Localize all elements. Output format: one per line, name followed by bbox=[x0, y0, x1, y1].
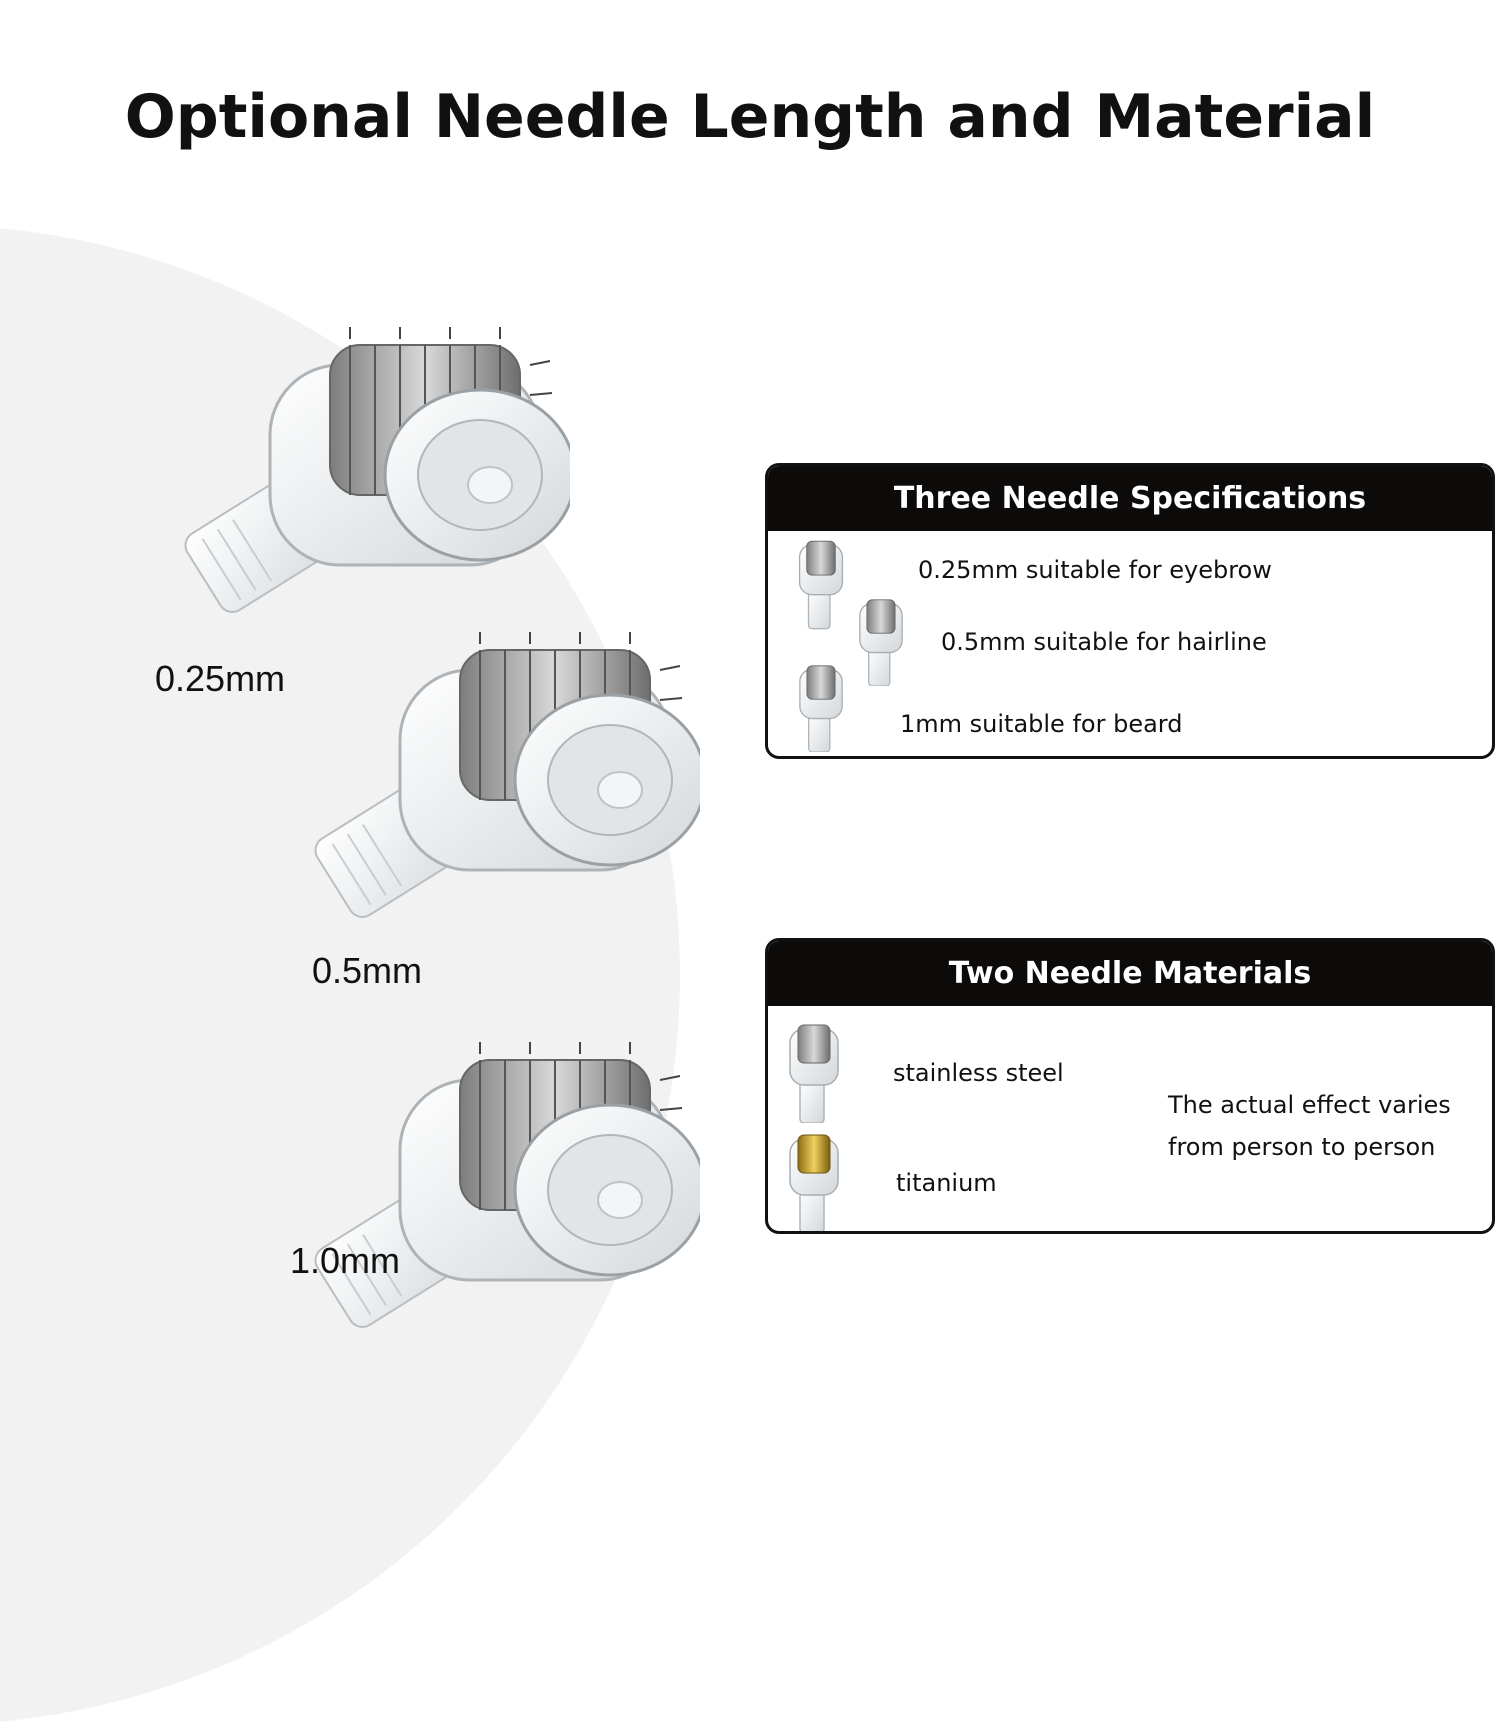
materials-panel-heading: Two Needle Materials bbox=[768, 941, 1492, 1006]
steel-roller-icon bbox=[786, 1023, 842, 1123]
material-item-steel: stainless steel bbox=[893, 1059, 1064, 1087]
size-label-0-25mm: 0.25mm bbox=[155, 658, 286, 699]
page-title: Optional Needle Length and Material bbox=[124, 82, 1376, 152]
size-label-1-0mm: 1.0mm bbox=[290, 1240, 401, 1281]
mini-roller-icon bbox=[796, 538, 846, 630]
effect-note-line-1: The actual effect varies bbox=[1168, 1091, 1451, 1119]
size-label-0-5mm: 0.5mm bbox=[312, 950, 423, 991]
materials-panel bbox=[765, 938, 1495, 1234]
effect-note-line-2: from person to person bbox=[1168, 1133, 1436, 1161]
material-item-titanium: titanium bbox=[896, 1169, 997, 1197]
specs-panel-heading: Three Needle Specifications bbox=[768, 466, 1492, 531]
mini-roller-icon bbox=[796, 664, 846, 752]
specs-panel bbox=[765, 463, 1495, 759]
spec-item-beard: 1mm suitable for beard bbox=[900, 710, 1183, 738]
mini-roller-icon bbox=[856, 598, 906, 686]
roller-image-0-5mm bbox=[280, 600, 700, 960]
roller-image-1-0mm bbox=[280, 1010, 700, 1370]
spec-item-hairline: 0.5mm suitable for hairline bbox=[941, 628, 1267, 656]
titanium-roller-icon bbox=[786, 1133, 842, 1233]
spec-item-eyebrow: 0.25mm suitable for eyebrow bbox=[918, 556, 1272, 584]
